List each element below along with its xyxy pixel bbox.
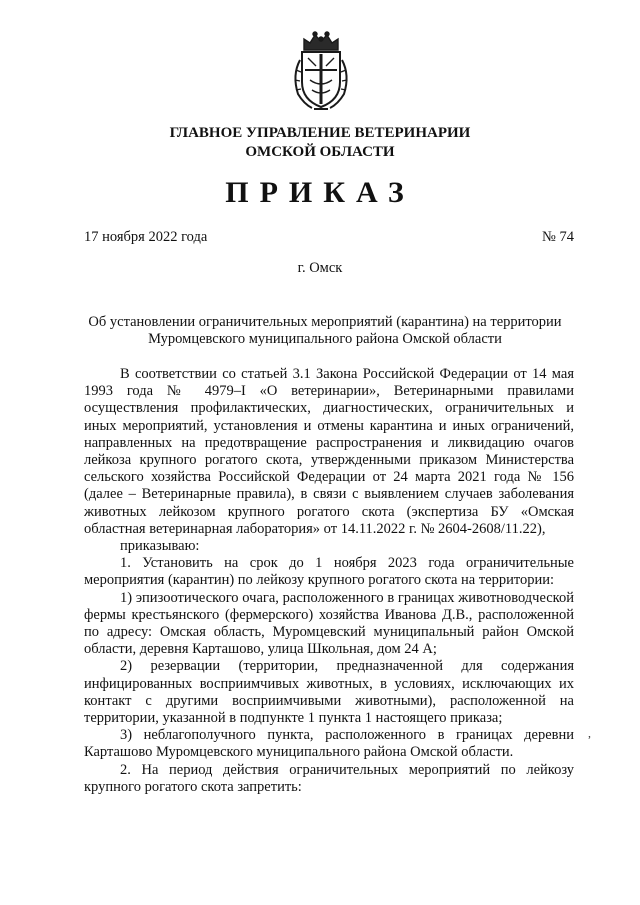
- item-1-sub-3: 3) неблагополучного пункта, расположенного в границах деревни Карташово Муромцевского муниципального района Омской области.: [84, 727, 574, 761]
- preamble-paragraph: В соответствии со статьей 3.1 Закона Российской Федерации от 14 мая 1993 года № 4979–I «О ветеринарии», Ветеринарными правилами осуществления профилактических, диагностических, ограничительных и иных мероприятий, установления и отмены карантина и иных ограничений, направленных на предотвращение распространения и ликвидацию очагов лейкоза крупного рогатого скота, утвержденными приказом Министерства сельского хозяйства Российской Федерации от 24 марта 2021 года № 156 (далее – Ветеринарные правила), в связи с выявлением случаев заболевания животных лейкозом крупного рогатого скота (экспертиза БУ «Омская областная ветеринарная лаборатория» от 14.11.2022 г. № 2604-2608/11.22),: [84, 366, 574, 537]
- item-2: 2. На период действия ограничительных мероприятий по лейкозу крупного рогатого скота запретить:: [84, 761, 574, 795]
- margin-mark: ,: [588, 726, 591, 740]
- item-1-sub-2: 2) резервации (территории, предназначенной для содержания инфицированных восприимчивых животных, в условиях, исключающих их контакт с другими восприимчивыми животными), расположенной на территории, указанной в подпункте 1 пункта 1 настоящего приказа;: [84, 658, 574, 727]
- org-line-1: ГЛАВНОЕ УПРАВЛЕНИЕ ВЕТЕРИНАРИИ: [169, 125, 471, 141]
- order-body: [84, 366, 574, 796]
- item-1: 1. Установить на срок до 1 ноября 2023 года ограничительные мероприятия (карантин) по лейкозу крупного рогатого скота на территории:: [84, 555, 574, 589]
- document-type-title: ПРИКАЗ: [225, 176, 415, 209]
- org-line-2: ОМСКОЙ ОБЛАСТИ: [245, 144, 395, 160]
- item-1-sub-1: 1) эпизоотического очага, расположенного в границах животноводческой фермы крестьянского (фермерского) хозяйства Иванова Д.В., расположенной по адресу: Омская область, Муромцевский муниципальный район Омской области, деревня Карташово, улица Школьная, дом 24 А;: [84, 589, 574, 658]
- subject-line-2: Муромцевского муниципального района Омской области: [148, 331, 502, 347]
- omsk-coat-of-arms-icon: [290, 30, 352, 112]
- order-number: № 74: [542, 229, 574, 245]
- subject-line-1: Об установлении ограничительных мероприятий (карантина) на территории: [88, 314, 562, 330]
- order-subject: [80, 314, 570, 348]
- order-city: г. Омск: [297, 260, 343, 276]
- order-date: 17 ноября 2022 года: [84, 229, 208, 245]
- order-word: приказываю:: [120, 538, 200, 555]
- organization-name: [0, 124, 640, 162]
